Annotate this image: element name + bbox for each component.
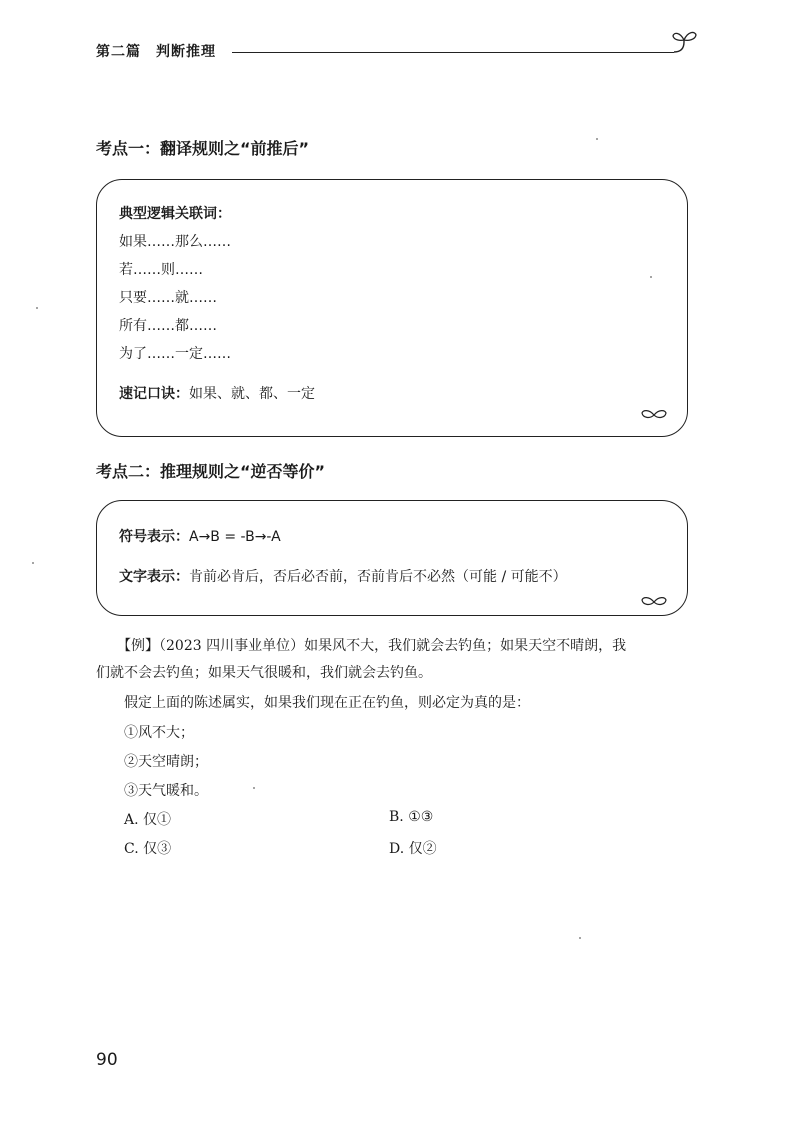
example-paragraph-line-1: 【例】（2023 四川事业单位）如果风不大，我们就会去钓鱼；如果天空不晴朗，我 — [117, 638, 627, 654]
page-number: 90 — [96, 1050, 118, 1070]
scan-speck — [253, 787, 255, 789]
scan-speck — [32, 562, 34, 564]
connective-line: 如果……那么…… — [119, 234, 231, 250]
text-rule: 肯前必肯后，否后必否前，否前肯后不必然（可能 / 可能不） — [189, 569, 567, 585]
connective-line: 若……则…… — [119, 262, 203, 278]
mnemonic-label: 速记口诀： — [119, 386, 189, 402]
sprout-icon — [670, 20, 698, 60]
section-heading-1: 考点一：翻译规则之“前推后” — [96, 139, 310, 158]
scan-speck — [36, 307, 38, 309]
mnemonic-value: 如果、就、都、一定 — [189, 386, 315, 402]
example-paragraph-line-2: 们就不会去钓鱼；如果天气很暖和，我们就会去钓鱼。 — [96, 665, 432, 681]
option-d: D. 仅② — [389, 841, 437, 857]
question-stem: 假定上面的陈述属实，如果我们现在正在钓鱼，则必定为真的是： — [124, 695, 530, 711]
statement-item: ①风不大； — [124, 725, 194, 741]
header-rule — [232, 52, 674, 53]
running-header-title: 第二篇 判断推理 — [96, 44, 216, 60]
mnemonic-line — [119, 383, 315, 403]
leaf-ornament-icon — [641, 408, 667, 422]
symbol-formula: A→B = -B→-A — [189, 529, 281, 545]
statement-item: ②天空晴朗； — [124, 754, 208, 770]
connective-line: 为了……一定…… — [119, 346, 231, 362]
connective-line: 只要……就…… — [119, 290, 217, 306]
option-a: A. 仅① — [124, 812, 172, 828]
scan-speck — [596, 138, 598, 140]
text-line — [119, 566, 567, 586]
symbol-label: 符号表示： — [119, 529, 189, 545]
box-title: 典型逻辑关联词： — [119, 206, 231, 222]
key-point-box-1 — [96, 179, 688, 437]
symbol-line — [119, 526, 281, 546]
connective-line: 所有……都…… — [119, 318, 217, 334]
key-point-box-2 — [96, 500, 688, 616]
text-label: 文字表示： — [119, 569, 189, 585]
scan-speck — [650, 276, 652, 278]
leaf-ornament-icon — [641, 595, 667, 609]
scan-speck — [579, 937, 581, 939]
option-c: C. 仅③ — [124, 841, 172, 857]
section-heading-2: 考点二：推理规则之“逆否等价” — [96, 462, 326, 481]
statement-item: ③天气暖和。 — [124, 783, 208, 799]
option-b: B. ①③ — [389, 809, 434, 825]
